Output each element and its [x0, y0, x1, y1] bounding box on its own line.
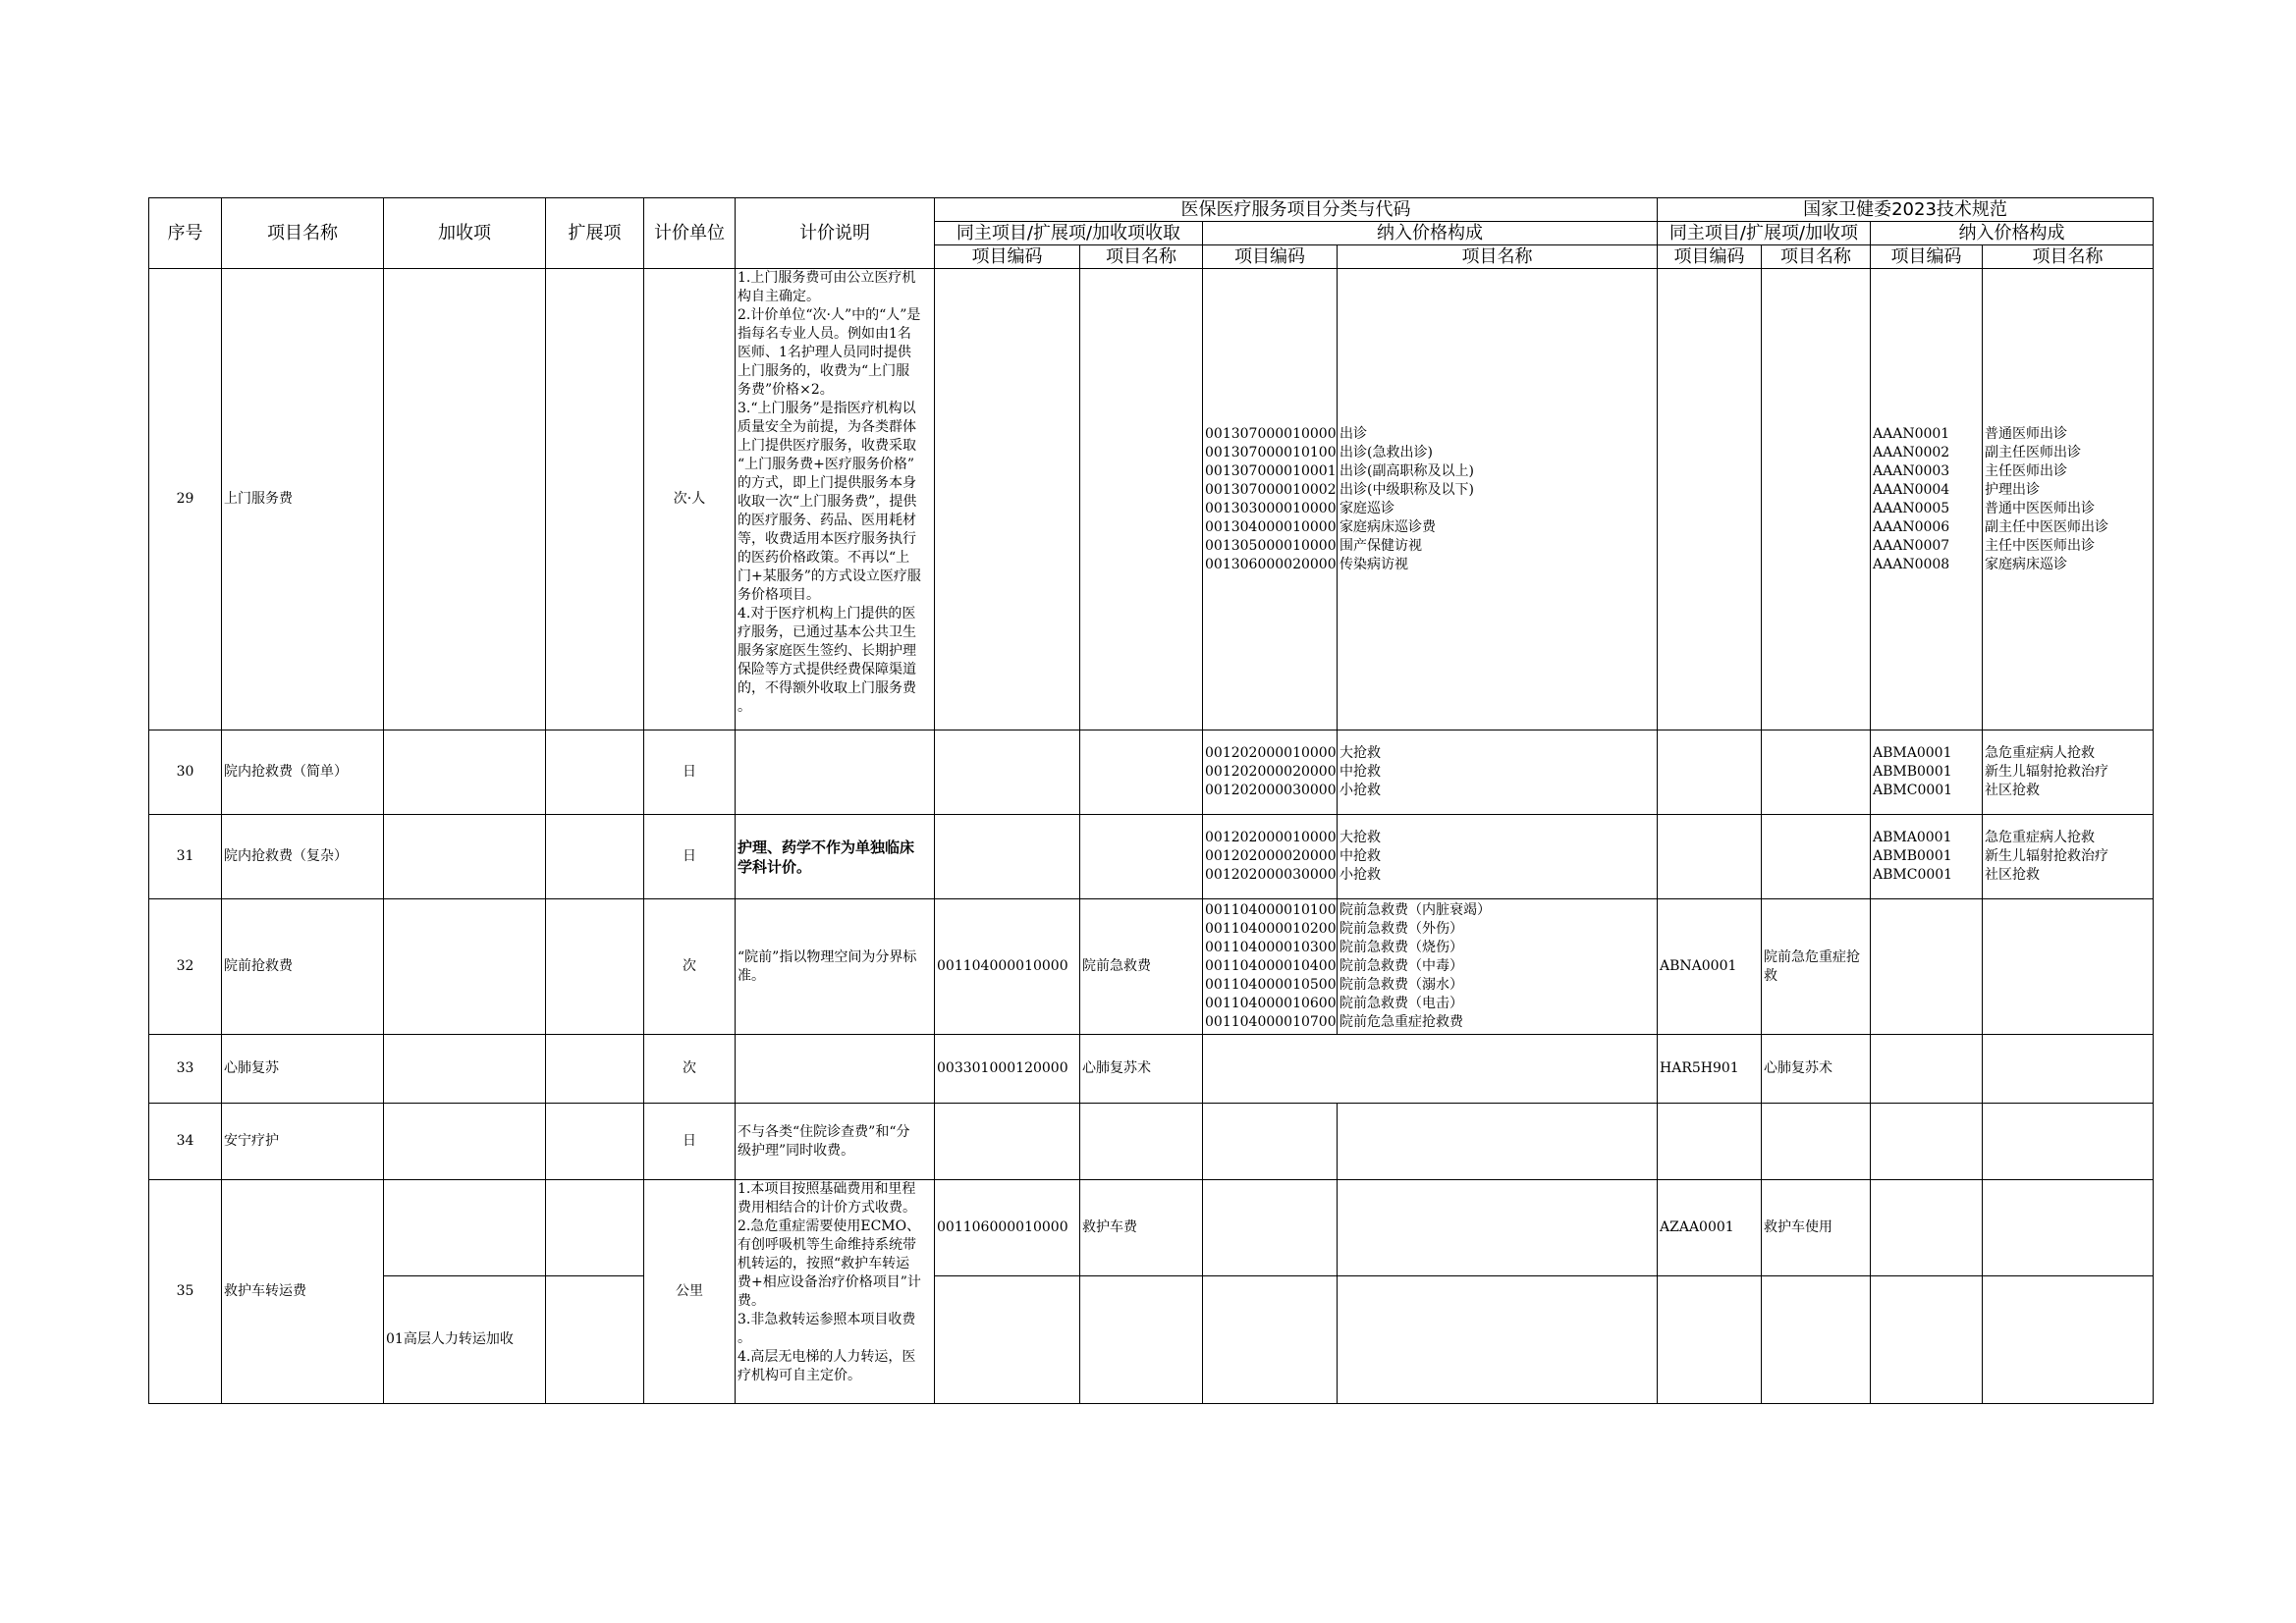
- itemname-header: 项目名称: [1338, 245, 1658, 269]
- name-cell: 安宁疗护: [222, 1104, 384, 1180]
- text-line: 001307000010002: [1205, 481, 1337, 498]
- text-line: 001104000010300: [1205, 940, 1337, 955]
- h-same-name-cell: 救护车使用: [1762, 1180, 1871, 1276]
- text-line: 001202000020000: [1205, 764, 1337, 780]
- text-line: 收取一次“上门服务费”，提供: [738, 494, 917, 510]
- h-same-code-cell: [1658, 1276, 1762, 1404]
- text-line: 普通医师出诊: [1985, 425, 2067, 442]
- text-line: 001202000010000: [1205, 745, 1337, 761]
- m-same-name-cell: 救护车费: [1080, 1180, 1203, 1276]
- text-line: 上门服务的，收费为“上门服: [738, 363, 910, 379]
- sub-price-medical: 纳入价格构成: [1203, 222, 1658, 245]
- text-line: 费。: [738, 1293, 765, 1309]
- text-line: 出诊(中级职称及以下): [1339, 481, 1474, 498]
- text-line: 新生儿辐射抢救治疗: [1985, 764, 2108, 780]
- text-line: “院前”指以物理空间为分界标: [738, 948, 917, 965]
- text-line: ABMC0001: [1873, 783, 1953, 798]
- text-line: 4.高层无电梯的人力转运，医: [738, 1349, 916, 1365]
- seq-cell: 32: [149, 899, 222, 1035]
- col-name: 项目名称: [222, 198, 384, 269]
- text-line: AAAN0005: [1873, 500, 1950, 516]
- h-same-code-cell: [1658, 730, 1762, 815]
- notes-cell: [736, 730, 935, 815]
- table-row: [149, 1276, 2154, 1404]
- text-line: 001104000010200: [1205, 921, 1337, 937]
- notes-cell: [736, 899, 935, 1035]
- table-row: [149, 1180, 2154, 1276]
- notes-cell: [736, 1035, 935, 1104]
- name-cell: 救护车转运费: [222, 1180, 384, 1404]
- text-line: 001104000010500: [1205, 977, 1337, 993]
- text-line: 出诊(急救出诊): [1339, 444, 1433, 460]
- h-price-names-cell: [1983, 730, 2154, 815]
- seq-cell: 29: [149, 269, 222, 730]
- text-line: 001303000010000: [1205, 500, 1337, 516]
- text-line: 疗服务，已通过基本公共卫生: [738, 624, 916, 640]
- text-line: 001104000010600: [1205, 996, 1337, 1011]
- m-same-name-cell: 院前急救费: [1080, 899, 1203, 1035]
- h-same-name-cell: [1762, 730, 1871, 815]
- text-line: 2.急危重症需要使用ECMO、: [738, 1218, 921, 1234]
- text-line: 围产保健访视: [1339, 537, 1422, 554]
- extension-cell: [546, 269, 644, 730]
- surcharge-sub-cell: 01高层人力转运加收: [384, 1276, 546, 1404]
- m-same-name-cell: [1080, 269, 1203, 730]
- text-line: AAAN0006: [1873, 518, 1950, 535]
- text-line: 家庭巡诊: [1339, 500, 1394, 516]
- surcharge-cell: [384, 269, 546, 730]
- text-line: 001304000010000: [1205, 518, 1337, 535]
- text-line: 急危重症病人抢救: [1985, 745, 2095, 761]
- text-line: 中抢救: [1339, 764, 1381, 780]
- h-price-names-cell: [1983, 815, 2154, 899]
- h-price-names-cell: [1983, 899, 2154, 1035]
- h-price-codes-cell: [1871, 1104, 1983, 1180]
- text-line: 院前急救费（烧伤）: [1339, 940, 1463, 955]
- text-line: 院前急危重症抢: [1764, 948, 1860, 965]
- col-extension: 扩展项: [546, 198, 644, 269]
- col-notes: 计价说明: [736, 198, 935, 269]
- text-line: 主任中医医师出诊: [1985, 537, 2095, 554]
- text-line: 001202000010000: [1205, 830, 1337, 845]
- h-same-code-cell: AZAA0001: [1658, 1180, 1762, 1276]
- text-line: 构自主确定。: [738, 289, 820, 304]
- extension-cell: [546, 1104, 644, 1180]
- h-price-codes-cell: [1871, 730, 1983, 815]
- text-line: 1.上门服务费可由公立医疗机: [738, 270, 916, 286]
- text-line: 4.对于医疗机构上门提供的医: [738, 606, 916, 622]
- m-price-codes-cell: [1203, 815, 1338, 899]
- h-price-names-cell: [1983, 1035, 2154, 1104]
- seq-cell: 30: [149, 730, 222, 815]
- text-line: 社区抢救: [1985, 783, 2040, 798]
- h-same-name-cell: [1762, 269, 1871, 730]
- h-price-names-cell: [1983, 1180, 2154, 1276]
- text-line: 准。: [738, 967, 765, 984]
- text-line: 服务家庭医生签约、长期护理: [738, 643, 916, 659]
- surcharge-cell: [384, 815, 546, 899]
- name-cell: 院内抢救费（复杂）: [222, 815, 384, 899]
- text-line: 副主任中医医师出诊: [1985, 518, 2108, 535]
- name-cell: 院内抢救费（简单）: [222, 730, 384, 815]
- text-line: 普通中医医师出诊: [1985, 500, 2095, 516]
- table-row: [149, 899, 2154, 1035]
- text-line: 小抢救: [1339, 783, 1381, 798]
- h-same-code-cell: [1658, 1104, 1762, 1180]
- name-cell: 心肺复苏: [222, 1035, 384, 1104]
- text-line: 3.“上门服务”是指医疗机构以: [738, 401, 916, 416]
- text-line: 的医药价格政策。不再以“上: [738, 550, 910, 566]
- h-same-code-cell: [1658, 815, 1762, 899]
- group-health: 国家卫健委2023技术规范: [1658, 198, 2154, 222]
- surcharge-cell: [384, 899, 546, 1035]
- sub-price-health: 纳入价格构成: [1871, 222, 2154, 245]
- notes-cell: [736, 269, 935, 730]
- code-header: 项目编码: [1658, 245, 1762, 269]
- text-line: ABMC0001: [1873, 867, 1953, 883]
- text-line: 费+相应设备治疗价格项目”计: [738, 1274, 921, 1290]
- text-line: ABMA0001: [1873, 745, 1952, 761]
- m-same-name-cell: [1080, 1104, 1203, 1180]
- unit-cell: 日: [644, 815, 736, 899]
- text-line: 有创呼吸机等生命维持系统带: [738, 1237, 916, 1253]
- text-line: 出诊: [1339, 425, 1367, 442]
- text-line: 001104000010400: [1205, 958, 1337, 974]
- h-same-name-cell: [1762, 1276, 1871, 1404]
- seq-cell: 34: [149, 1104, 222, 1180]
- h-price-codes-cell: [1871, 1180, 1983, 1276]
- h-same-name-cell: [1762, 1104, 1871, 1180]
- text-line: ABMB0001: [1873, 764, 1952, 780]
- text-line: 机转运的，按照“救护车转运: [738, 1256, 910, 1271]
- table-row: [149, 815, 2154, 899]
- h-price-codes-cell: [1871, 269, 1983, 730]
- m-price-codes-cell: [1203, 269, 1338, 730]
- m-same-code-cell: [935, 815, 1080, 899]
- text-line: ABMA0001: [1873, 830, 1952, 845]
- text-line: 社区抢救: [1985, 867, 2040, 883]
- notes-cell: [736, 815, 935, 899]
- text-line: 费用相结合的计价方式收费。: [738, 1200, 916, 1216]
- text-line: 001202000030000: [1205, 783, 1337, 798]
- m-price-codes-cell: [1203, 1180, 1338, 1276]
- text-line: 的医疗服务、药品、医用耗材: [738, 513, 916, 528]
- h-price-codes-cell: [1871, 1035, 1983, 1104]
- text-line: 指每名专业人员。例如由1名: [738, 326, 911, 342]
- m-price-names-cell: [1338, 269, 1658, 730]
- m-price-codes-cell: [1203, 899, 1338, 1035]
- m-price-names-cell: [1338, 1276, 1658, 1404]
- text-line: 1.本项目按照基础费用和里程: [738, 1181, 916, 1197]
- text-line: 的方式，即上门提供服务本身: [738, 475, 916, 491]
- text-line: 001307000010000: [1205, 425, 1337, 442]
- m-price-names-cell: [1338, 730, 1658, 815]
- sub-same-health: 同主项目/扩展项/加收项: [1658, 222, 1871, 245]
- text-line: 务价格项目。: [738, 587, 820, 603]
- h-same-code-cell: [1658, 269, 1762, 730]
- col-seq: 序号: [149, 198, 222, 269]
- unit-cell: 次: [644, 899, 736, 1035]
- m-price-names-cell: [1338, 1180, 1658, 1276]
- text-line: 上门提供医疗服务，收费采取: [738, 438, 916, 454]
- text-line: “上门服务费+医疗服务价格”: [738, 457, 915, 472]
- m-same-code-cell: 003301000120000: [935, 1035, 1080, 1104]
- surcharge-cell: [384, 1035, 546, 1104]
- extension-cell: [546, 1180, 644, 1276]
- text-line: 传染病访视: [1339, 556, 1408, 572]
- itemname-header: 项目名称: [1080, 245, 1203, 269]
- unit-cell: 次·人: [644, 269, 736, 730]
- text-line: 001104000010700: [1205, 1014, 1337, 1030]
- m-price-codes-cell: [1203, 1276, 1338, 1404]
- h-price-names-cell: [1983, 269, 2154, 730]
- notes-cell: [736, 1180, 935, 1404]
- h-price-codes-cell: [1871, 899, 1983, 1035]
- table-row: [149, 269, 2154, 730]
- table-row: [149, 1104, 2154, 1180]
- text-line: 。: [738, 1330, 751, 1346]
- text-line: 急危重症病人抢救: [1985, 830, 2095, 845]
- text-line: 001307000010100: [1205, 444, 1337, 460]
- m-same-code-cell: 001106000010000: [935, 1180, 1080, 1276]
- extension-cell: [546, 899, 644, 1035]
- m-same-name-cell: 心肺复苏术: [1080, 1035, 1203, 1104]
- text-line: ABMB0001: [1873, 848, 1952, 864]
- text-line: 家庭病床巡诊: [1985, 556, 2067, 572]
- text-line: 院前急救费（内脏衰竭）: [1339, 902, 1491, 918]
- text-line: AAAN0003: [1873, 462, 1950, 479]
- text-line: 001202000030000: [1205, 867, 1337, 883]
- text-line: 家庭病床巡诊费: [1339, 518, 1436, 535]
- text-line: 001202000020000: [1205, 848, 1337, 864]
- m-same-name-cell: [1080, 1276, 1203, 1404]
- text-line: 护理出诊: [1985, 481, 2040, 498]
- h-price-names-cell: [1983, 1104, 2154, 1180]
- text-line: AAAN0007: [1873, 537, 1950, 554]
- sub-same-medical: 同主项目/扩展项/加收项收取: [935, 222, 1203, 245]
- text-line: 001104000010100: [1205, 902, 1337, 918]
- h-same-code-cell: ABNA0001: [1658, 899, 1762, 1035]
- text-line: 务费”价格×2。: [738, 382, 834, 398]
- h-same-name-cell: 心肺复苏术: [1762, 1035, 1871, 1104]
- m-same-code-cell: [935, 730, 1080, 815]
- text-line: AAAN0001: [1873, 425, 1950, 442]
- text-line: 院前急救费（电击）: [1339, 996, 1463, 1011]
- notes-cell: [736, 1104, 935, 1180]
- m-price-names-cell: [1338, 1104, 1658, 1180]
- code-header: 项目编码: [1203, 245, 1338, 269]
- text-line: 新生儿辐射抢救治疗: [1985, 848, 2108, 864]
- unit-cell: 日: [644, 1104, 736, 1180]
- m-same-name-cell: [1080, 730, 1203, 815]
- extension-cell: [546, 1276, 644, 1404]
- extension-cell: [546, 815, 644, 899]
- unit-cell: 日: [644, 730, 736, 815]
- h-same-name-cell: [1762, 815, 1871, 899]
- text-line: 大抢救: [1339, 745, 1381, 761]
- h-same-name-cell: [1762, 899, 1871, 1035]
- text-line: 医师、1名护理人员同时提供: [738, 345, 911, 360]
- text-line: 的，不得额外收取上门服务费: [738, 680, 916, 696]
- itemname-header: 项目名称: [1762, 245, 1871, 269]
- m-same-code-cell: 001104000010000: [935, 899, 1080, 1035]
- m-price-empty-cell: [1203, 1035, 1658, 1104]
- text-line: 不与各类“住院诊查费”和“分: [738, 1123, 910, 1140]
- group-medical: 医保医疗服务项目分类与代码: [935, 198, 1658, 222]
- m-price-names-cell: [1338, 899, 1658, 1035]
- m-same-code-cell: [935, 1104, 1080, 1180]
- text-line: 001305000010000: [1205, 537, 1337, 554]
- text-line: 中抢救: [1339, 848, 1381, 864]
- text-line: 院前急救费（外伤）: [1339, 921, 1463, 937]
- text-line: 学科计价。: [738, 857, 812, 876]
- table-row: [149, 1035, 2154, 1104]
- seq-cell: 31: [149, 815, 222, 899]
- text-line: 院前危急重症抢救费: [1339, 1014, 1463, 1030]
- surcharge-cell: [384, 730, 546, 815]
- text-line: 2.计价单位“次·人”中的“人”是: [738, 307, 921, 323]
- text-line: 救: [1764, 967, 1777, 984]
- unit-cell: 次: [644, 1035, 736, 1104]
- name-cell: 上门服务费: [222, 269, 384, 730]
- m-same-name-cell: [1080, 815, 1203, 899]
- text-line: 级护理”同时收费。: [738, 1142, 855, 1159]
- h-same-code-cell: HAR5H901: [1658, 1035, 1762, 1104]
- code-header: 项目编码: [935, 245, 1080, 269]
- text-line: 保险等方式提供经费保障渠道: [738, 662, 916, 677]
- h-price-codes-cell: [1871, 1276, 1983, 1404]
- text-line: 大抢救: [1339, 830, 1381, 845]
- table-row: [149, 730, 2154, 815]
- text-line: 001307000010001: [1205, 462, 1337, 479]
- text-line: 质量安全为前提，为各类群体: [738, 419, 916, 435]
- itemname-header: 项目名称: [1983, 245, 2154, 269]
- surcharge-cell: [384, 1104, 546, 1180]
- seq-cell: 35: [149, 1180, 222, 1404]
- text-line: 门+某服务”的方式设立医疗服: [738, 568, 921, 584]
- text-line: AAAN0008: [1873, 556, 1950, 572]
- col-unit: 计价单位: [644, 198, 736, 269]
- surcharge-cell: [384, 1180, 546, 1276]
- text-line: 院前急救费（中毒）: [1339, 958, 1463, 974]
- m-same-code-cell: [935, 1276, 1080, 1404]
- extension-cell: [546, 730, 644, 815]
- text-line: 等，收费适用本医疗服务执行: [738, 531, 916, 547]
- seq-cell: 33: [149, 1035, 222, 1104]
- code-header: 项目编码: [1871, 245, 1983, 269]
- text-line: 小抢救: [1339, 867, 1381, 883]
- text-line: 疗机构可自主定价。: [738, 1368, 861, 1383]
- text-line: 001306000020000: [1205, 556, 1337, 572]
- h-price-codes-cell: [1871, 815, 1983, 899]
- m-same-code-cell: [935, 269, 1080, 730]
- unit-cell: 公里: [644, 1180, 736, 1404]
- text-line: 3.非急救转运参照本项目收费: [738, 1312, 916, 1327]
- text-line: 副主任医师出诊: [1985, 444, 2081, 460]
- text-line: 。: [738, 699, 751, 715]
- text-line: 出诊(副高职称及以上): [1339, 462, 1474, 479]
- pricing-table: [148, 197, 2154, 1404]
- text-line: AAAN0004: [1873, 481, 1950, 498]
- text-line: 院前急救费（溺水）: [1339, 977, 1463, 993]
- m-price-names-cell: [1338, 815, 1658, 899]
- extension-cell: [546, 1035, 644, 1104]
- name-cell: 院前抢救费: [222, 899, 384, 1035]
- header-row-1: [149, 198, 2154, 222]
- col-surcharge: 加收项: [384, 198, 546, 269]
- text-line: 护理、药学不作为单独临床: [738, 838, 915, 856]
- text-line: AAAN0002: [1873, 444, 1950, 460]
- m-price-codes-cell: [1203, 1104, 1338, 1180]
- m-price-codes-cell: [1203, 730, 1338, 815]
- text-line: 主任医师出诊: [1985, 462, 2067, 479]
- h-price-names-cell: [1983, 1276, 2154, 1404]
